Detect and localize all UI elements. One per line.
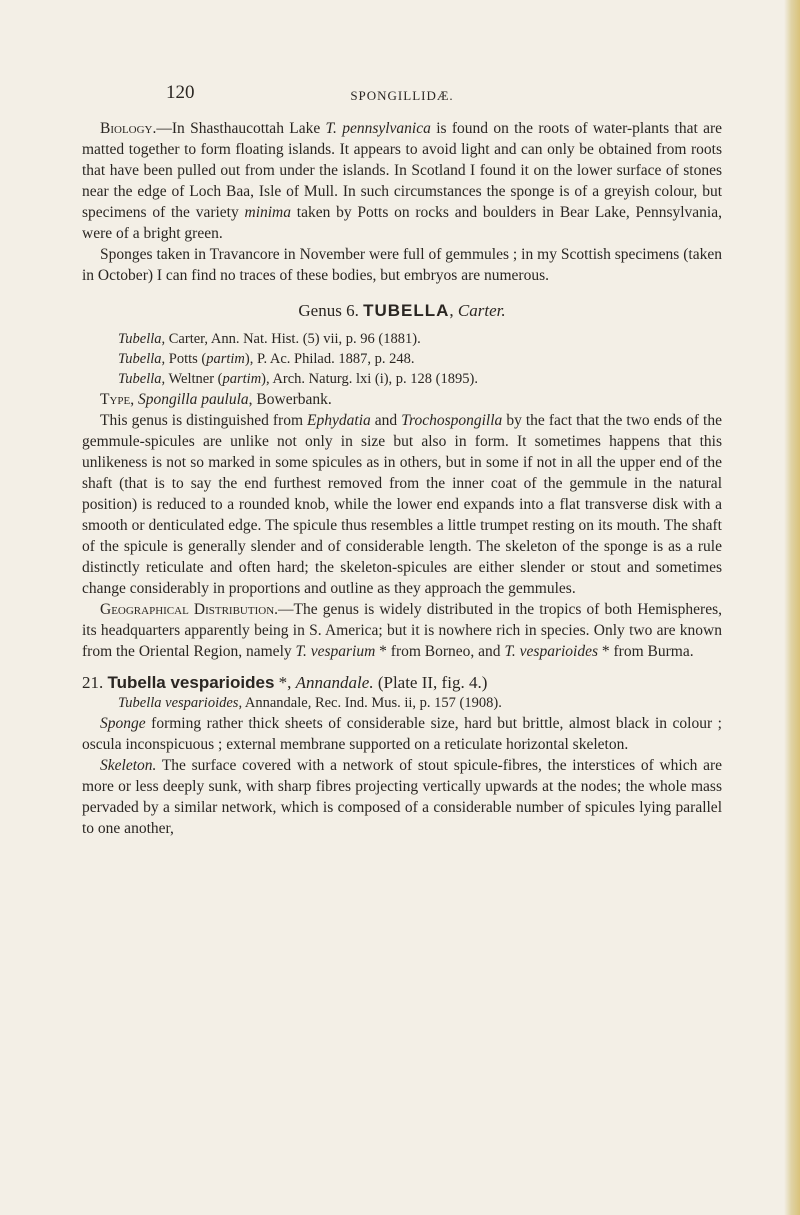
synonym-text: , Potts ( xyxy=(161,351,207,367)
running-head: SPONGILLIDÆ. xyxy=(350,88,454,103)
type-species: Spongilla paulula xyxy=(138,391,249,408)
reference-name: Tubella vesparioides xyxy=(118,695,239,711)
synonym-partim: partim xyxy=(222,371,262,387)
text-run: —In Shasthaucottah Lake xyxy=(156,120,326,137)
genus-prefix: Genus 6. xyxy=(298,301,364,320)
gemmules-paragraph: Sponges taken in Travancore in November were full of gemmules ; in my Scottish specimens (taken in October) I can find no traces of these bodies, but embryos are numerous. xyxy=(82,246,722,284)
synonym-name: Tubella xyxy=(118,371,162,387)
text-run: * from Burma. xyxy=(598,643,694,660)
page-header xyxy=(82,82,722,104)
synonym-partim: partim xyxy=(206,351,245,367)
text-run: , xyxy=(130,391,138,408)
sponge-paragraph xyxy=(82,713,722,755)
genus-author: Carter. xyxy=(457,301,506,320)
synonym-text: ), P. Ac. Philad. 1887, p. 248. xyxy=(244,351,415,367)
species-title: Tubella vesparioides xyxy=(107,673,275,692)
synonym-line xyxy=(82,329,722,349)
text-run: *, xyxy=(274,673,296,692)
text-run: , Bowerbank. xyxy=(248,391,332,408)
species-ref: T. vesparioides xyxy=(504,643,599,660)
genus-heading xyxy=(82,300,722,321)
text-run: —The genus is widely distributed in the tropics of both Hemispheres, its headquarters apparently being in S. America; but it is nowhere rich in species. Only two are known from the Oriental Region, namely xyxy=(82,601,722,660)
species-heading xyxy=(82,672,722,693)
synonym-line xyxy=(82,349,722,369)
biology-label: Biology. xyxy=(100,120,157,137)
genus-ref: Ephydatia xyxy=(307,412,371,429)
sponge-label: Sponge xyxy=(100,715,146,732)
text-run: This genus is distinguished from xyxy=(100,412,308,429)
synonym-name: Tubella xyxy=(118,331,162,347)
synonym-text: , Weltner ( xyxy=(161,371,223,387)
text-run: The surface covered with a network of stout spicule-fibres, the interstices of which are more or less deeply sunk, with sharp fibres projecting vertically upwards at the nodes; the whole mass pervaded by a similar network, which is composed of a considerable number of spicules lying parallel to one another, xyxy=(82,757,722,837)
skeleton-paragraph xyxy=(82,755,722,839)
variety-name: minima xyxy=(244,204,291,221)
synonym-name: Tubella xyxy=(118,351,162,367)
synonym-text: ), Arch. Naturg. lxi (i), p. 128 (1895). xyxy=(261,371,478,387)
species-number: 21. xyxy=(82,673,108,692)
text-run: and xyxy=(370,412,402,429)
species-ref: T. vesparium xyxy=(295,643,376,660)
text-run: forming rather thick sheets of considerable size, hard but brittle, almost black in colour ; oscula inconspicuous ; external membrane supported on a reticulate horizontal skeleton. xyxy=(82,715,722,753)
species-reference xyxy=(82,693,722,713)
reference-text: , Annandale, Rec. Ind. Mus. ii, p. 157 (1908). xyxy=(238,695,502,711)
text-run: is found on the roots of water-plants that are matted together to form floating islands. It appears to avoid light and can only be obtained from roots that have been pulled out from under the islands. In Scotland I found it on the lower surface of stones near the edge of Loch Baa, Isle of Mull. In such circumstances the sponge is of a greyish colour, but specimens of the variety xyxy=(82,120,722,221)
page-number: 120 xyxy=(166,82,195,103)
page-body xyxy=(82,118,722,839)
genus-ref: Trochospongilla xyxy=(401,412,503,429)
distribution-paragraph xyxy=(82,599,722,662)
type-label: Type xyxy=(100,391,131,408)
genus-name: TUBELLA xyxy=(363,301,450,320)
skeleton-label: Skeleton. xyxy=(100,757,157,774)
species-name: T. pennsylvanica xyxy=(325,120,431,137)
genus-sep: , xyxy=(449,301,458,320)
biology-paragraph xyxy=(82,118,722,244)
text-run: by the fact that the two ends of the gemmule-spicules are unlike not only in size but also in form. It sometimes happens that this unlikeness is not so marked in some spicules as in others, but in some if not in all the upper end of the shaft (that is to say the end furthest removed from the inner coat of the gemmule in the natural position) is reduced to a rounded knob, while the lower end expands into a flat transverse disk with a smooth or denticulated edge. The spicule thus resembles a little trumpet resting on its mouth. The shaft of the spicule is generally slender and of considerable length. The skeleton of the sponge is as a rule distinctly reticulate and often hard; the skeleton-spicules are either slender or stout and sometimes change considerably in proportions and outline as they approach the gemmules. xyxy=(82,412,722,597)
species-author: Annandale. xyxy=(295,673,374,692)
type-paragraph xyxy=(82,389,722,410)
plate-ref: (Plate II, fig. 4.) xyxy=(373,673,488,692)
synonym-line xyxy=(82,369,722,389)
synonym-text: , Carter, Ann. Nat. Hist. (5) vii, p. 96 (1881). xyxy=(161,331,421,347)
text-run: taken by Potts on rocks and boulders in Bear Lake, Pennsylvania, were of a bright green. xyxy=(82,204,722,242)
description-paragraph xyxy=(82,410,722,599)
distribution-label: Geographical Distribution. xyxy=(100,601,279,618)
text-run: * from Borneo, and xyxy=(375,643,505,660)
page-edge xyxy=(784,0,800,1215)
